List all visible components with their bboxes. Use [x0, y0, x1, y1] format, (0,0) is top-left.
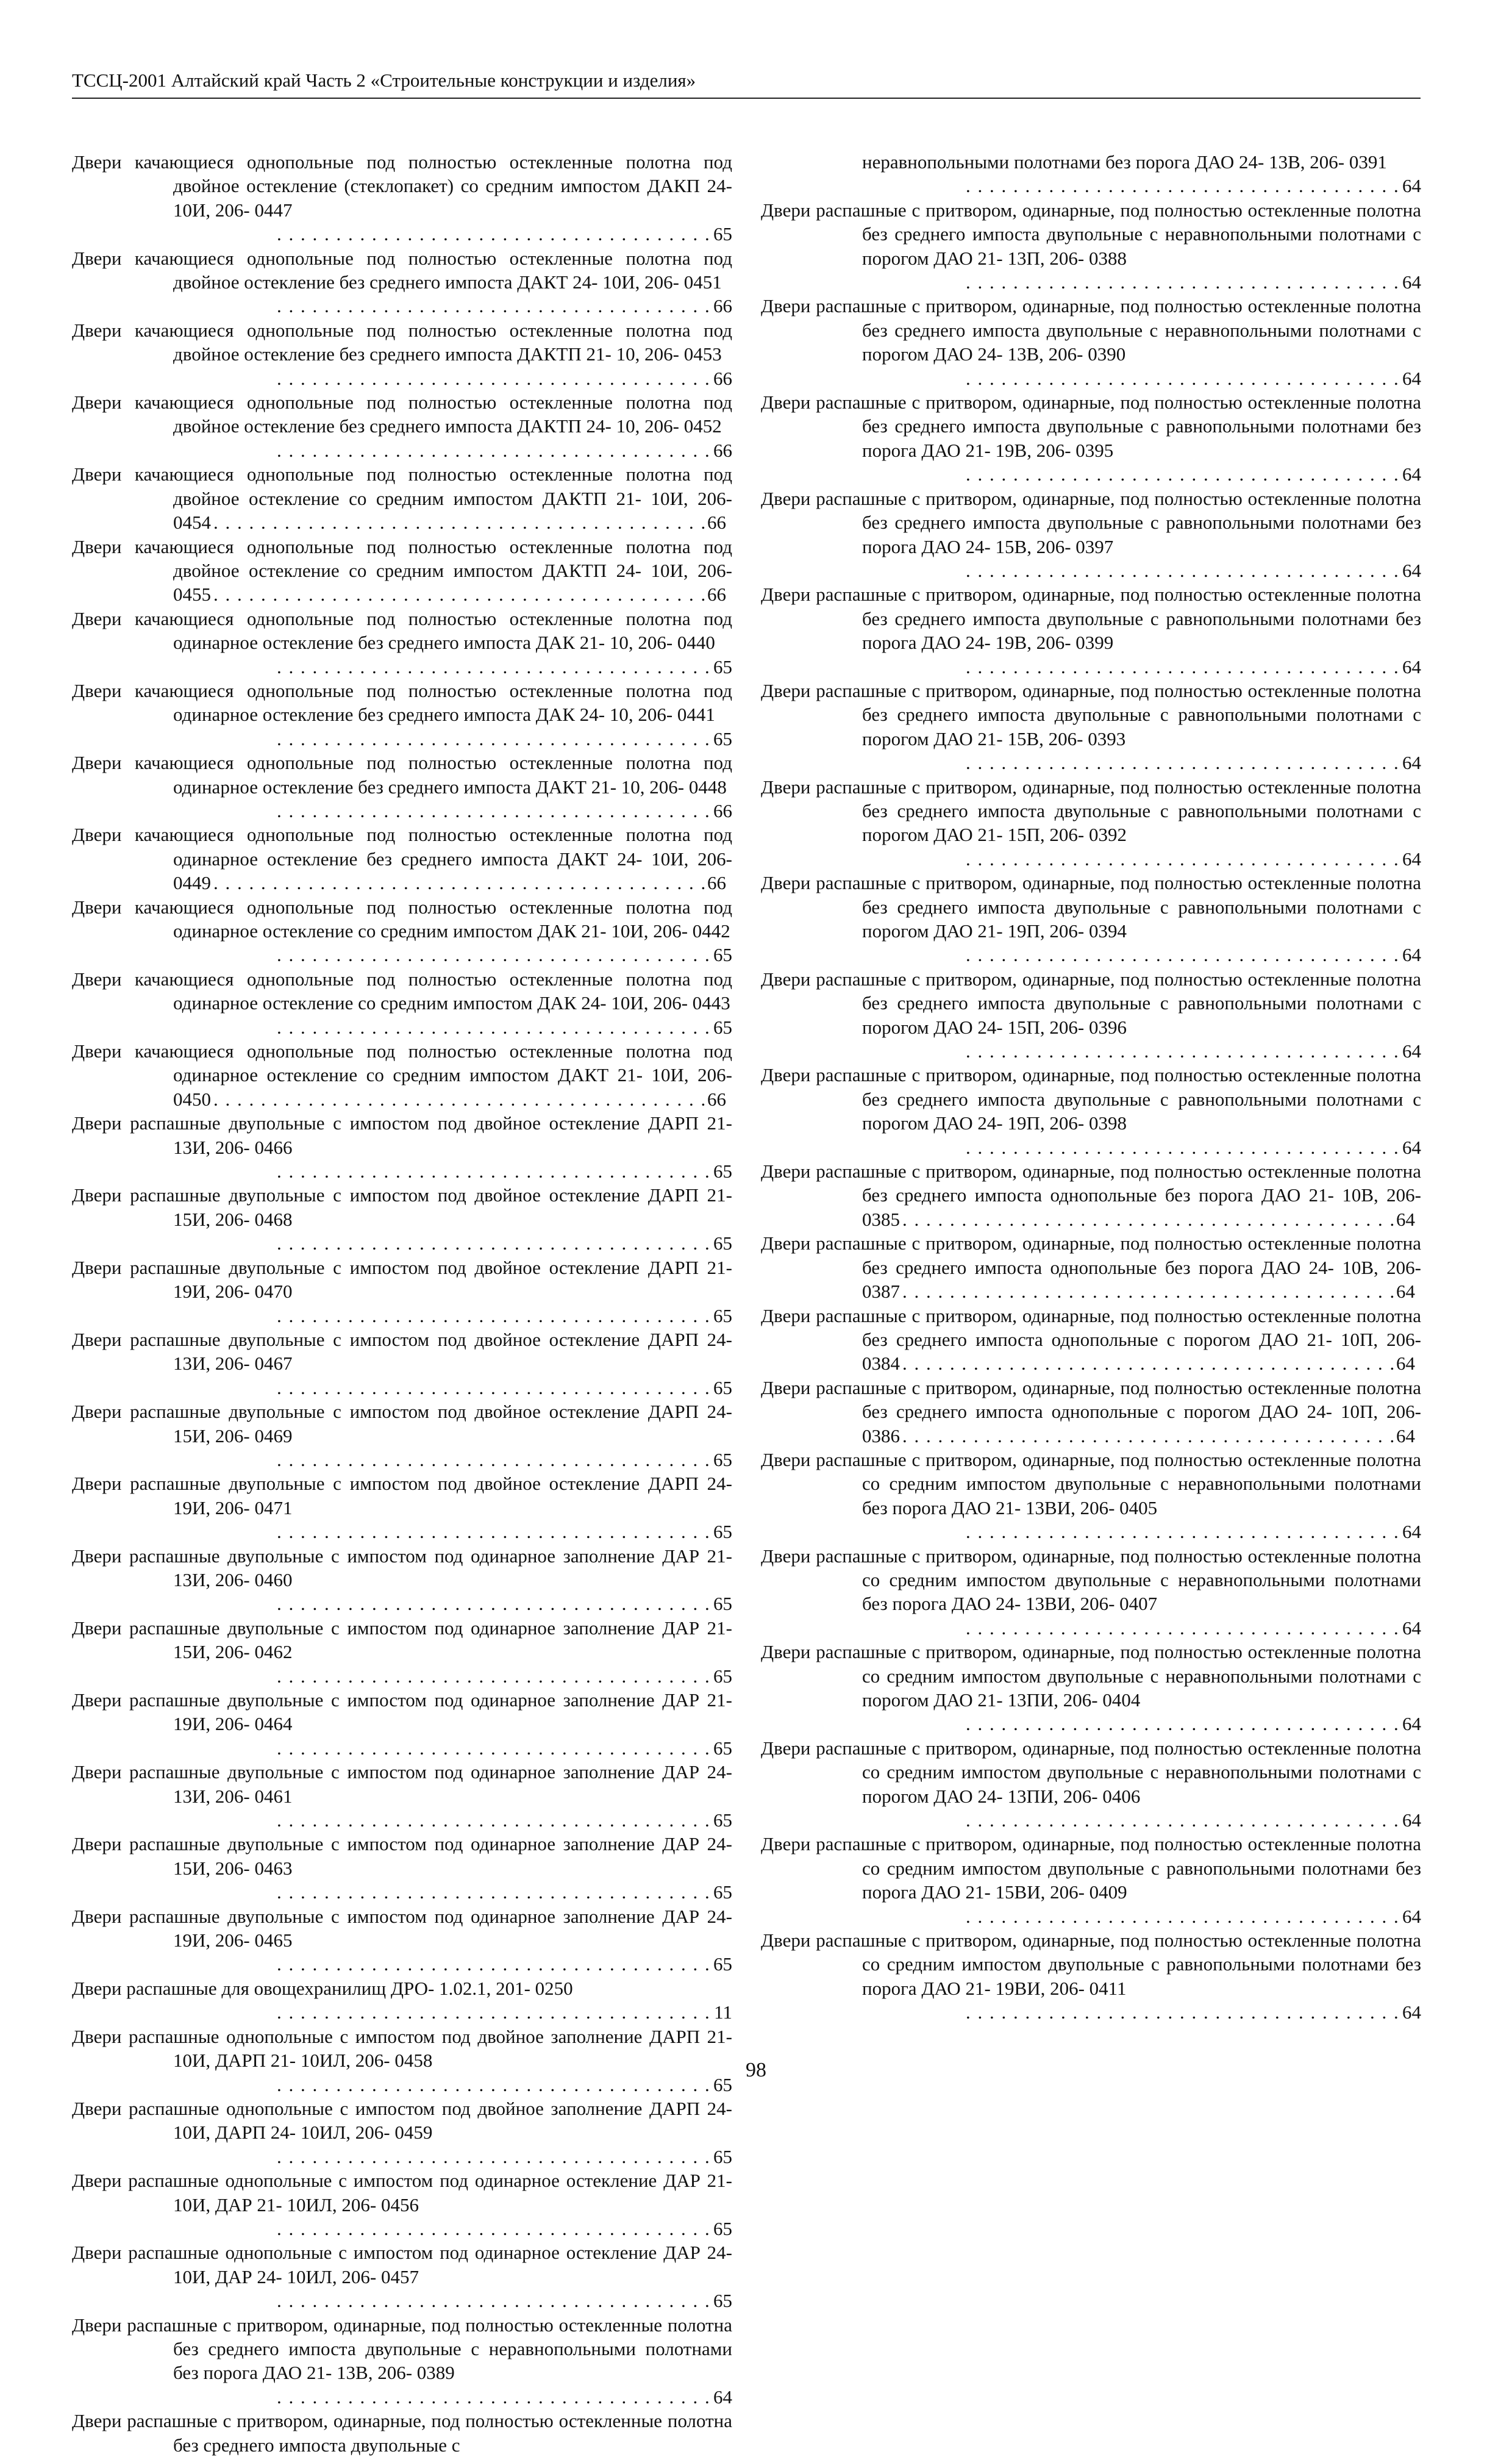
- entry-text: Двери распашные однопольные с импостом под одинарное остекление ДАР 24- 10И, ДАР 24- 10ИЛ, 206- 0457: [72, 2242, 732, 2287]
- entry-leader: [274, 1880, 732, 1904]
- entry-page-number: 64: [1402, 2001, 1421, 2023]
- leader-dots: [277, 2289, 711, 2312]
- entry-text: Двери распашные с притвором, одинарные, под полностью остекленные полотна без среднего импоста двупольные с неравнопольными полотнами с порогом ДАО 21- 13П, 206- 0388: [761, 199, 1421, 269]
- leader-dots: [966, 1904, 1400, 1928]
- entry-text: Двери распашные с притвором, одинарные, под полностью остекленные полотна без среднего импоста двупольные с неравнопольными полотнами с порогом ДАО 24- 13В, 206- 0390: [761, 295, 1421, 365]
- index-entry: [72, 1183, 732, 1255]
- entry-leader: [274, 1736, 732, 1760]
- index-entry: [72, 246, 732, 318]
- entry-leader: [274, 1520, 732, 1543]
- leader-dots: [213, 582, 705, 606]
- leader-dots: [966, 559, 1400, 582]
- entry-page-number: 64: [1402, 1713, 1421, 1735]
- index-column-right: [761, 150, 1421, 2025]
- entry-leader: [274, 367, 732, 390]
- entry-text: неравнопольными полотнами без порога ДАО 24- 13В, 206- 0391: [862, 151, 1387, 173]
- leader-dots: [277, 1952, 711, 1976]
- leader-dots: [277, 799, 711, 823]
- index-entry: [72, 895, 732, 967]
- index-entry: [72, 1760, 732, 1832]
- entry-leader: [211, 582, 726, 606]
- entry-page-number: 65: [713, 2217, 732, 2239]
- entry-text: Двери распашные с притвором, одинарные, под полностью остекленные полотна без среднего импоста двупольные с равнопольными полотнами без порога ДАО 24- 19В, 206- 0399: [761, 584, 1421, 654]
- index-entry: [761, 1448, 1421, 1544]
- leader-dots: [277, 2000, 711, 2024]
- entry-text: Двери качающиеся однопольные под полностью остекленные полотна под одинарное остекление без среднего импоста ДАКТ 24- 10И, 206- 0449: [72, 824, 732, 894]
- index-entry: [72, 2097, 732, 2169]
- entry-page-number: 65: [713, 1521, 732, 1543]
- entry-page-number: 64: [1402, 463, 1421, 485]
- entry-leader: [900, 1279, 1415, 1303]
- leader-dots: [277, 1592, 711, 1615]
- leader-dots: [277, 1231, 711, 1255]
- entry-text: Двери распашные двупольные с импостом под двойное остекление ДАРП 24- 15И, 206- 0469: [72, 1401, 732, 1447]
- index-entry: [761, 198, 1421, 295]
- index-entry: [72, 1111, 732, 1183]
- leader-dots: [213, 871, 705, 895]
- running-header: ТССЦ-2001 Алтайский край Часть 2 «Строительные конструкции и изделия»: [72, 67, 1421, 99]
- leader-dots: [213, 1087, 705, 1111]
- entry-text: Двери качающиеся однопольные под полностью остекленные полотна под двойное остекление без среднего импоста ДАКТП 21- 10, 206- 0453: [72, 319, 732, 365]
- entry-page-number: 64: [1402, 271, 1421, 293]
- leader-dots: [277, 2145, 711, 2169]
- entry-page-number: 64: [1402, 175, 1421, 197]
- entry-page-number: 64: [1402, 944, 1421, 966]
- index-entry: [761, 487, 1421, 583]
- entry-leader: [963, 174, 1421, 198]
- leader-dots: [277, 367, 711, 390]
- entry-text: Двери распашные двупольные с импостом под двойное остекление ДАРП 21- 15И, 206- 0468: [72, 1184, 732, 1230]
- entry-page-number: 65: [713, 1448, 732, 1470]
- leader-dots: [966, 1616, 1400, 1640]
- index-entry: [72, 1544, 732, 1616]
- index-entry: [72, 751, 732, 823]
- entry-leader: [963, 559, 1421, 582]
- entry-page-number: 64: [1402, 1040, 1421, 1062]
- leader-dots: [213, 510, 705, 534]
- leader-dots: [277, 438, 711, 462]
- entry-text: Двери качающиеся однопольные под полностью остекленные полотна под двойное остекление со средним импостом ДАКТП 24- 10И, 206- 0455: [72, 535, 732, 606]
- entry-page-number: 65: [713, 2145, 732, 2167]
- index-entry: [72, 390, 732, 462]
- entry-text: Двери распашные с притвором, одинарные, под полностью остекленные полотна со средним импостом двупольные с неравнопольными полотнами без порога ДАО 21- 13ВИ, 206- 0405: [761, 1448, 1421, 1518]
- entry-text: Двери распашные с притвором, одинарные, под полностью остекленные полотна без среднего импоста двупольные с равнопольными полотнами без порога ДАО 21- 19В, 206- 0395: [761, 392, 1421, 461]
- index-entry: [72, 150, 732, 246]
- leader-dots: [966, 1039, 1400, 1063]
- index-entry: [761, 1063, 1421, 1159]
- entry-text: Двери качающиеся однопольные под полностью остекленные полотна под одинарное остекление без среднего импоста ДАК 24- 10, 206- 0441: [72, 679, 732, 726]
- entry-text: Двери качающиеся однопольные под полностью остекленные полотна под двойное остекление со средним импостом ДАКТП 21- 10И, 206- 0454: [72, 463, 732, 534]
- leader-dots: [277, 1736, 711, 1760]
- leader-dots: [277, 1304, 711, 1328]
- index-entry: [72, 2169, 732, 2241]
- leader-dots: [902, 1279, 1394, 1303]
- index-entry: [761, 390, 1421, 487]
- entry-page-number: 65: [713, 1665, 732, 1687]
- entry-page-number: 64: [1402, 1905, 1421, 1927]
- entry-text: Двери качающиеся однопольные под полностью остекленные полотна под одинарное остекление со средним импостом ДАК 21- 10И, 206- 0442: [72, 896, 732, 942]
- entry-text: Двери распашные с притвором, одинарные, под полностью остекленные полотна со средним импостом двупольные с неравнопольными полотнами без порога ДАО 24- 13ВИ, 206- 0407: [761, 1545, 1421, 1615]
- entry-text: Двери распашные с притвором, одинарные, под полностью остекленные полотна без среднего импоста двупольные с равнопольными полотнами с порогом ДАО 21- 15В, 206- 0393: [761, 679, 1421, 749]
- entry-text: Двери распашные с притвором, одинарные, под полностью остекленные полотна без среднего импоста двупольные с равнопольными полотнами с порогом ДАО 21- 15П, 206- 0392: [761, 776, 1421, 846]
- index-entry: [72, 1328, 732, 1400]
- entry-text: Двери распашные с притвором, одинарные, под полностью остекленные полотна без среднего импоста однопольные с порогом ДАО 21- 10П, 206- 0384: [761, 1304, 1421, 1375]
- index-entry: [761, 294, 1421, 390]
- index-entry: [761, 1231, 1421, 1303]
- entry-leader: [274, 2217, 732, 2241]
- leader-dots: [966, 751, 1400, 774]
- index-entry: [761, 679, 1421, 775]
- entry-text: Двери распашные двупольные с импостом под одинарное заполнение ДАР 21- 15И, 206- 0462: [72, 1617, 732, 1663]
- index-entry: [761, 1376, 1421, 1448]
- entry-page-number: 65: [713, 2290, 732, 2312]
- entry-leader: [274, 1159, 732, 1183]
- entry-text: Двери распашные двупольные с импостом под одинарное заполнение ДАР 24- 13И, 206- 0461: [72, 1761, 732, 1807]
- entry-text: Двери распашные с притвором, одинарные, под полностью остекленные полотна без среднего импоста двупольные с равнопольными полотнами с порогом ДАО 24- 19П, 206- 0398: [761, 1064, 1421, 1134]
- entry-text: Двери распашные однопольные с импостом под двойное заполнение ДАРП 24- 10И, ДАРП 24- 10ИЛ, 206- 0459: [72, 2097, 732, 2144]
- entry-leader: [963, 1039, 1421, 1063]
- index-entry: [72, 823, 732, 895]
- entry-leader: [274, 438, 732, 462]
- entry-page-number: 65: [713, 944, 732, 966]
- entry-page-number: 65: [713, 1881, 732, 1903]
- index-entry: [761, 1736, 1421, 1833]
- entry-page-number: 64: [1402, 848, 1421, 870]
- entry-leader: [274, 1015, 732, 1039]
- entry-leader: [274, 943, 732, 967]
- entry-page-number: 65: [713, 1809, 732, 1831]
- index-entry: [72, 679, 732, 751]
- leader-dots: [277, 1664, 711, 1688]
- entry-leader: [211, 510, 726, 534]
- entry-page-number: 65: [713, 1376, 732, 1398]
- entry-text: Двери распашные с притвором, одинарные, под полностью остекленные полотна без среднего импоста двупольные с неравнопольными полотнами без порога ДАО 21- 13В, 206- 0389: [72, 2314, 732, 2384]
- entry-page-number: 64: [1402, 1617, 1421, 1639]
- entry-text: Двери распашные двупольные с импостом под одинарное заполнение ДАР 24- 19И, 206- 0465: [72, 1905, 732, 1951]
- index-entry: [761, 871, 1421, 967]
- index-column-left: [72, 150, 732, 2457]
- entry-page-number: 65: [713, 1593, 732, 1615]
- leader-dots: [277, 1448, 711, 1472]
- entry-page-number: 64: [1396, 1281, 1415, 1303]
- entry-text: Двери распашные с притвором, одинарные, под полностью остекленные полотна без среднего импоста двупольные с равнопольными полотнами без порога ДАО 24- 15В, 206- 0397: [761, 487, 1421, 557]
- entry-text: Двери распашные двупольные с импостом под одинарное заполнение ДАР 21- 13И, 206- 0460: [72, 1545, 732, 1590]
- entry-page-number: 65: [713, 1161, 732, 1182]
- entry-text: Двери распашные однопольные с импостом под двойное заполнение ДАРП 21- 10И, ДАРП 21- 10ИЛ, 206- 0458: [72, 2025, 732, 2072]
- entry-page-number: 65: [713, 2073, 732, 2095]
- leader-dots: [277, 727, 711, 751]
- entry-page-number: 65: [713, 223, 732, 245]
- entry-text: Двери распашные двупольные с импостом под двойное остекление ДАРП 21- 13И, 206- 0466: [72, 1112, 732, 1158]
- entry-leader: [211, 871, 726, 895]
- leader-dots: [277, 1015, 711, 1039]
- entry-text: Двери распашные с притвором, одинарные, под полностью остекленные полотна без среднего импоста двупольные с: [72, 2410, 732, 2456]
- index-entry: [72, 2241, 732, 2312]
- entry-page-number: 11: [714, 2001, 732, 2023]
- entry-page-number: 64: [1402, 1136, 1421, 1158]
- page-number: 98: [746, 2059, 766, 2081]
- entry-text: Двери распашные с притвором, одинарные, под полностью остекленные полотна со средним импостом двупольные с равнопольными полотнами без порога ДАО 21- 15ВИ, 206- 0409: [761, 1833, 1421, 1903]
- entry-text: Двери распашные с притвором, одинарные, под полностью остекленные полотна без среднего импоста однопольные с порогом ДАО 24- 10П, 206- 0386: [761, 1376, 1421, 1447]
- entry-text: Двери распашные двупольные с импостом под двойное остекление ДАРП 24- 13И, 206- 0467: [72, 1328, 732, 1375]
- entry-page-number: 64: [1402, 1521, 1421, 1543]
- index-entry: [72, 1832, 732, 1904]
- index-entry: [761, 1304, 1421, 1376]
- entry-page-number: 66: [713, 295, 732, 317]
- entry-page-number: 66: [713, 799, 732, 821]
- entry-leader: [274, 294, 732, 318]
- index-entry: [72, 1400, 732, 1472]
- index-entry: [761, 1640, 1421, 1736]
- entry-page-number: 64: [1396, 1425, 1415, 1447]
- leader-dots: [966, 1712, 1400, 1736]
- entry-page-number: 66: [707, 512, 726, 534]
- leader-dots: [277, 1520, 711, 1543]
- index-entry: [72, 318, 732, 390]
- entry-leader: [274, 2145, 732, 2169]
- entry-leader: [274, 2000, 732, 2024]
- entry-leader: [900, 1207, 1415, 1231]
- entry-leader: [274, 727, 732, 751]
- entry-page-number: 65: [713, 1304, 732, 1326]
- index-entry: [72, 607, 732, 679]
- entry-leader: [963, 462, 1421, 486]
- entry-leader: [963, 367, 1421, 390]
- entry-page-number: 65: [713, 1737, 732, 1759]
- index-entry: [761, 1832, 1421, 1928]
- leader-dots: [277, 943, 711, 967]
- entry-text: Двери распашные с притвором, одинарные, под полностью остекленные полотна со средним импостом двупольные с неравнопольными полотнами с порогом ДАО 24- 13ПИ, 206- 0406: [761, 1737, 1421, 1807]
- entry-text: Двери распашные с притвором, одинарные, под полностью остекленные полотна без среднего импоста однопольные без порога ДАО 21- 10В, 206- 0385: [761, 1161, 1421, 1230]
- index-entry: [72, 2313, 732, 2409]
- index-entry: [761, 1928, 1421, 2025]
- leader-dots: [966, 1808, 1400, 1832]
- leader-dots: [966, 174, 1400, 198]
- entry-leader: [963, 751, 1421, 774]
- entry-leader: [963, 1808, 1421, 1832]
- leader-dots: [277, 1808, 711, 1832]
- leader-dots: [966, 367, 1400, 390]
- entry-text: Двери качающиеся однопольные под полностью остекленные полотна под двойное остекление (стеклопакет) со средним импостом ДАКП 24- 10И, 206- 0447: [72, 151, 732, 221]
- entry-leader: [274, 1952, 732, 1976]
- entry-text: Двери распашные для овощехранилищ ДРО- 1.02.1, 201- 0250: [72, 1977, 573, 1999]
- leader-dots: [902, 1207, 1394, 1231]
- entry-leader: [963, 1904, 1421, 1928]
- entry-text: Двери качающиеся однопольные под полностью остекленные полотна под двойное остекление без среднего импоста ДАКТП 24- 10, 206- 0452: [72, 392, 732, 437]
- entry-page-number: 65: [713, 1016, 732, 1038]
- entry-leader: [274, 222, 732, 246]
- leader-dots: [277, 1880, 711, 1904]
- leader-dots: [902, 1424, 1394, 1448]
- entry-leader: [963, 655, 1421, 679]
- entry-text: Двери распашные двупольные с импостом под одинарное заполнение ДАР 24- 15И, 206- 0463: [72, 1833, 732, 1879]
- leader-dots: [277, 1376, 711, 1400]
- entry-text: Двери качающиеся однопольные под полностью остекленные полотна под одинарное остекление со средним импостом ДАК 24- 10И, 206- 0443: [72, 968, 732, 1014]
- entry-text: Двери качающиеся однопольные под полностью остекленные полотна под одинарное остекление без среднего импоста ДАКТ 21- 10, 206- 0448: [72, 752, 732, 798]
- leader-dots: [966, 1520, 1400, 1543]
- entry-leader: [274, 2289, 732, 2312]
- entry-leader: [274, 1808, 732, 1832]
- entry-text: Двери распашные однопольные с импостом под одинарное остекление ДАР 21- 10И, ДАР 21- 10ИЛ, 206- 0456: [72, 2170, 732, 2216]
- leader-dots: [966, 462, 1400, 486]
- entry-leader: [274, 799, 732, 823]
- entry-page-number: 65: [713, 656, 732, 678]
- index-entry: [761, 150, 1421, 198]
- entry-text: Двери качающиеся однопольные под полностью остекленные полотна под одинарное остекление без среднего импоста ДАК 21- 10, 206- 0440: [72, 607, 732, 654]
- entry-leader: [274, 1376, 732, 1400]
- index-entry: [72, 1976, 732, 2025]
- entry-leader: [274, 1448, 732, 1472]
- entry-text: Двери качающиеся однопольные под полностью остекленные полотна под одинарное остекление со средним импостом ДАКТ 21- 10И, 206- 0450: [72, 1040, 732, 1110]
- leader-dots: [966, 1136, 1400, 1159]
- index-entry: [72, 1039, 732, 1111]
- entry-page-number: 66: [707, 1088, 726, 1110]
- leader-dots: [277, 655, 711, 679]
- entry-text: Двери распашные с притвором, одинарные, под полностью остекленные полотна без среднего импоста двупольные с равнопольными полотнами с порогом ДАО 21- 19П, 206- 0394: [761, 872, 1421, 942]
- entry-leader: [963, 270, 1421, 294]
- entry-page-number: 64: [1402, 1809, 1421, 1831]
- entry-page-number: 66: [713, 439, 732, 461]
- leader-dots: [902, 1351, 1394, 1375]
- leader-dots: [277, 2217, 711, 2241]
- index-entry: [72, 1688, 732, 1760]
- leader-dots: [966, 270, 1400, 294]
- entry-leader: [900, 1351, 1415, 1375]
- entry-page-number: 65: [713, 728, 732, 749]
- entry-page-number: 65: [713, 1232, 732, 1254]
- entry-text: Двери распашные с притвором, одинарные, под полностью остекленные полотна со средним импостом двупольные с неравнопольными полотнами с порогом ДАО 21- 13ПИ, 206- 0404: [761, 1641, 1421, 1711]
- entry-page-number: 66: [707, 872, 726, 894]
- entry-page-number: 64: [1402, 367, 1421, 389]
- entry-page-number: 65: [713, 1953, 732, 1975]
- leader-dots: [966, 655, 1400, 679]
- index-entry: [72, 1256, 732, 1328]
- index-entry: [72, 1472, 732, 1543]
- entry-text: Двери распашные с притвором, одинарные, под полностью остекленные полотна без среднего импоста однопольные без порога ДАО 24- 10В, 206- 0387: [761, 1232, 1421, 1303]
- entry-text: Двери распашные с притвором, одинарные, под полностью остекленные полотна со средним импостом двупольные с равнопольными полотнами без порога ДАО 21- 19ВИ, 206- 0411: [761, 1929, 1421, 1999]
- entry-leader: [274, 2385, 732, 2409]
- entry-leader: [274, 1304, 732, 1328]
- entry-text: Двери распашные с притвором, одинарные, под полностью остекленные полотна без среднего импоста двупольные с равнопольными полотнами с порогом ДАО 24- 15П, 206- 0396: [761, 968, 1421, 1038]
- index-entry: [72, 1616, 732, 1688]
- leader-dots: [277, 2385, 711, 2409]
- leader-dots: [966, 2000, 1400, 2024]
- entry-leader: [211, 1087, 726, 1111]
- entry-page-number: 64: [1396, 1353, 1415, 1375]
- index-entry: [72, 2409, 732, 2457]
- entry-leader: [274, 1664, 732, 1688]
- leader-dots: [277, 1159, 711, 1183]
- index-entry: [761, 1159, 1421, 1231]
- entry-leader: [274, 1231, 732, 1255]
- entry-leader: [963, 2000, 1421, 2024]
- entry-leader: [274, 1592, 732, 1615]
- entry-page-number: 64: [1402, 752, 1421, 774]
- entry-leader: [963, 943, 1421, 967]
- entry-text: Двери распашные двупольные с импостом под одинарное заполнение ДАР 21- 19И, 206- 0464: [72, 1689, 732, 1735]
- index-entry: [72, 535, 732, 607]
- index-entry: [72, 462, 732, 534]
- entry-page-number: 66: [707, 584, 726, 606]
- entry-text: Двери распашные двупольные с импостом под двойное остекление ДАРП 21- 19И, 206- 0470: [72, 1256, 732, 1303]
- entry-page-number: 64: [1402, 656, 1421, 678]
- entry-leader: [900, 1424, 1415, 1448]
- index-entry: [761, 1544, 1421, 1640]
- entry-leader: [963, 1712, 1421, 1736]
- index-entry: [761, 967, 1421, 1064]
- entry-leader: [963, 847, 1421, 871]
- entry-leader: [963, 1616, 1421, 1640]
- entry-leader: [963, 1520, 1421, 1543]
- leader-dots: [966, 943, 1400, 967]
- entry-page-number: 66: [713, 367, 732, 389]
- entry-text: Двери распашные двупольные с импостом под двойное остекление ДАРП 24- 19И, 206- 0471: [72, 1473, 732, 1518]
- entry-leader: [274, 655, 732, 679]
- entry-page-number: 64: [713, 2386, 732, 2408]
- index-entry: [761, 582, 1421, 679]
- entry-page-number: 64: [1396, 1208, 1415, 1230]
- index-entry: [72, 1904, 732, 1976]
- leader-dots: [277, 294, 711, 318]
- index-entry: [72, 967, 732, 1039]
- leader-dots: [277, 222, 711, 246]
- entry-text: Двери качающиеся однопольные под полностью остекленные полотна под двойное остекление без среднего импоста ДАКТ 24- 10И, 206- 0451: [72, 247, 732, 293]
- entry-leader: [963, 1136, 1421, 1159]
- leader-dots: [966, 847, 1400, 871]
- entry-page-number: 64: [1402, 559, 1421, 581]
- index-entry: [761, 775, 1421, 871]
